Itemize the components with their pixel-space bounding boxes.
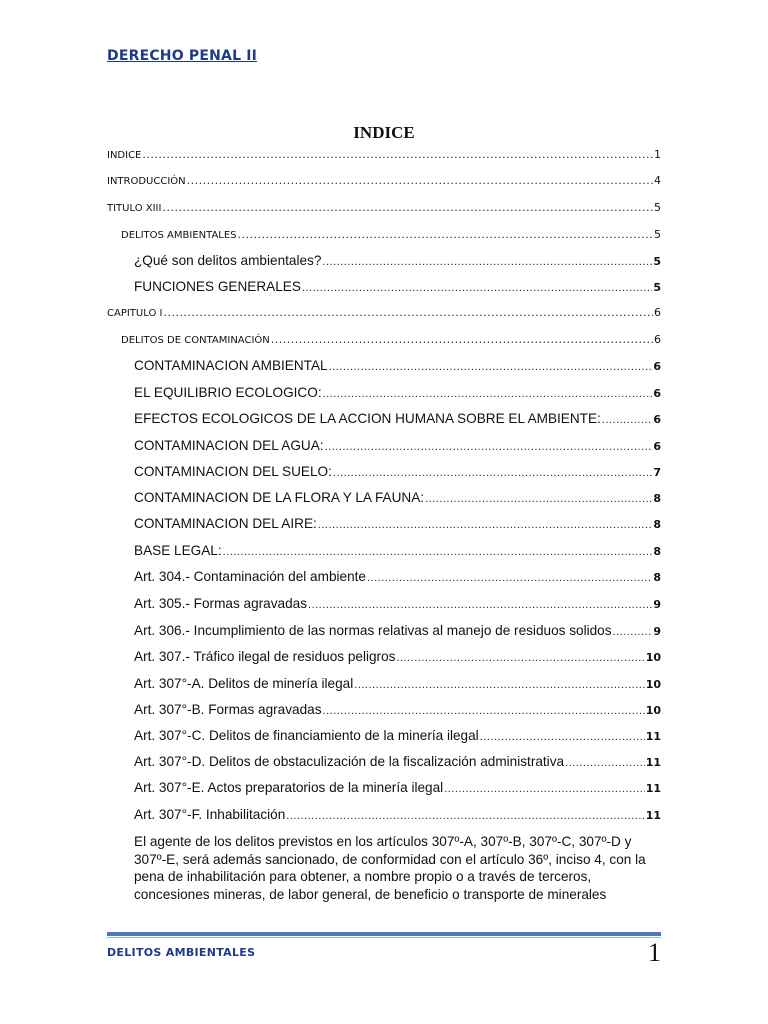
toc-leader-dots xyxy=(323,388,653,400)
toc-entry-contaminacion-aire[interactable] xyxy=(134,516,661,531)
toc-entry-art-307c[interactable] xyxy=(134,728,661,743)
toc-entry-page: 6 xyxy=(654,306,661,319)
toc-entry-page: 6 xyxy=(653,387,661,400)
toc-entry-page: 10 xyxy=(645,678,661,691)
toc-entry-label: Art. 305.- Formas agravadas xyxy=(134,596,308,611)
toc-leader-dots xyxy=(602,414,653,426)
toc-entry-efectos-ecologicos[interactable] xyxy=(134,411,661,426)
toc-entry-funciones-generales[interactable] xyxy=(134,279,661,294)
toc-entry-art-305[interactable] xyxy=(134,596,661,611)
toc-leader-dots xyxy=(187,174,653,187)
toc-entry-label: EL EQUILIBRIO ECOLOGICO: xyxy=(134,385,322,400)
toc-leader-dots xyxy=(302,282,652,294)
toc-entry-art-307d[interactable] xyxy=(134,754,661,769)
toc-entry-art-307[interactable] xyxy=(134,649,661,664)
toc-entry-page: 6 xyxy=(653,413,661,426)
toc-entry-que-son-delitos[interactable] xyxy=(134,253,661,268)
toc-entry-page: 11 xyxy=(645,730,661,743)
toc-entry-art-307a[interactable] xyxy=(134,676,661,691)
toc-leader-dots xyxy=(565,757,645,769)
toc-entry-label: DELITOS DE CONTAMINACIÓN xyxy=(121,335,270,346)
toc-entry-art-307b[interactable] xyxy=(134,702,661,717)
toc-entry-label: INDICE xyxy=(107,150,142,161)
toc-leader-dots xyxy=(325,441,653,453)
toc-leader-dots xyxy=(271,333,653,346)
toc-entry-page: 10 xyxy=(645,704,661,717)
toc-entry-label: CONTAMINACION DEL AIRE: xyxy=(134,516,317,531)
toc-entry-indice[interactable] xyxy=(107,148,661,161)
toc-entry-page: 6 xyxy=(653,360,661,373)
toc-entry-delitos-contaminacion[interactable] xyxy=(121,333,661,346)
toc-leader-dots xyxy=(308,599,652,611)
toc-leader-dots xyxy=(163,306,653,319)
toc-entry-label: CONTAMINACION DEL AGUA: xyxy=(134,438,324,453)
toc-entry-label: TITULO XIII xyxy=(107,203,162,214)
inhabilitacion-paragraph: El agente de los delitos previstos en los artículos 307º-A, 307º-B, 307º-C, 307º-D y 307º-E, será además sancionado, de conformidad con el artículo 36º, inciso 4, con la pena de inhabilitación para obtener, a nombre propio o a través de terceros, concesiones mineras, de labor general, de beneficio o transporte de minerales xyxy=(134,834,646,902)
toc-entry-page: 9 xyxy=(653,625,661,638)
toc-leader-dots xyxy=(238,228,653,241)
toc-entry-label: Art. 307°-F. Inhabilitación xyxy=(134,807,286,822)
toc-entry-page: 11 xyxy=(645,756,661,769)
toc-entry-label: Art. 307°-E. Actos preparatorios de la minería ilegal xyxy=(134,780,444,795)
toc-entry-art-307e[interactable] xyxy=(134,780,661,795)
toc-entry-label: Art. 306.- Incumplimiento de las normas relativas al manejo de residuos solidos xyxy=(134,623,612,638)
toc-entry-label: BASE LEGAL: xyxy=(134,543,222,558)
toc-entry-label: Art. 304.- Contaminación del ambiente xyxy=(134,569,366,584)
toc-entry-page: 5 xyxy=(654,201,661,214)
toc-entry-page: 4 xyxy=(654,174,661,187)
toc-entry-label: FUNCIONES GENERALES xyxy=(134,279,301,294)
toc-entry-page: 9 xyxy=(653,598,661,611)
toc-leader-dots xyxy=(142,148,653,161)
toc-entry-page: 8 xyxy=(653,571,661,584)
toc-leader-dots xyxy=(322,256,652,268)
footer-text: DELITOS AMBIENTALES xyxy=(107,946,256,959)
toc-entry-page: 5 xyxy=(653,281,661,294)
toc-entry-page: 8 xyxy=(653,492,661,505)
toc-entry-contaminacion-ambiental[interactable] xyxy=(134,358,661,373)
toc-entry-label: Art. 307°-D. Delitos de obstaculización de la fiscalización administrativa xyxy=(134,754,565,769)
toc-entry-page: 11 xyxy=(645,782,661,795)
toc-entry-page: 6 xyxy=(653,440,661,453)
toc-leader-dots xyxy=(323,705,645,717)
toc-entry-contaminacion-agua[interactable] xyxy=(134,438,661,453)
toc-entry-capitulo-i[interactable] xyxy=(107,306,661,319)
toc-entry-label: Art. 307°-C. Delitos de financiamiento de la minería ilegal xyxy=(134,728,479,743)
toc-leader-dots xyxy=(444,783,645,795)
toc-entry-label: CONTAMINACION DE LA FLORA Y LA FAUNA: xyxy=(134,490,425,505)
toc-entry-label: ¿Qué son delitos ambientales? xyxy=(134,253,322,268)
toc-entry-art-306[interactable] xyxy=(134,623,661,638)
toc-entry-page: 6 xyxy=(654,333,661,346)
toc-leader-dots xyxy=(396,652,644,664)
toc-leader-dots xyxy=(329,361,653,373)
toc-leader-dots xyxy=(354,679,644,691)
toc-entry-equilibrio-ecologico[interactable] xyxy=(134,385,661,400)
toc-leader-dots xyxy=(223,546,653,558)
toc-entry-contaminacion-suelo[interactable] xyxy=(134,464,661,479)
toc-entry-delitos-ambientales[interactable] xyxy=(121,228,661,241)
toc-entry-art-307f[interactable] xyxy=(134,807,661,822)
footer-page-number: 1 xyxy=(648,938,661,967)
document-header-title: DERECHO PENAL II xyxy=(107,48,258,64)
toc-leader-dots xyxy=(286,810,644,822)
toc-leader-dots xyxy=(318,519,653,531)
toc-entry-contaminacion-flora-fauna[interactable] xyxy=(134,490,661,505)
toc-entry-base-legal[interactable] xyxy=(134,543,661,558)
toc-entry-label: CONTAMINACION AMBIENTAL xyxy=(134,358,328,373)
toc-entry-introduccion[interactable] xyxy=(107,174,661,187)
toc-leader-dots xyxy=(162,201,653,214)
toc-entry-page: 5 xyxy=(654,228,661,241)
toc-entry-page: 7 xyxy=(653,466,661,479)
index-heading: INDICE xyxy=(353,123,415,142)
toc-entry-label: CONTAMINACION DEL SUELO: xyxy=(134,464,332,479)
toc-leader-dots xyxy=(367,572,652,584)
toc-entry-label: DELITOS AMBIENTALES xyxy=(121,230,237,241)
toc-entry-page: 11 xyxy=(645,809,661,822)
toc-leader-dots xyxy=(425,493,652,505)
toc-leader-dots xyxy=(333,467,652,479)
footer-rule xyxy=(107,932,661,936)
toc-entry-label: EFECTOS ECOLOGICOS DE LA ACCION HUMANA SOBRE EL AMBIENTE: xyxy=(134,411,601,426)
toc-entry-label: CAPITULO I xyxy=(107,308,163,319)
toc-leader-dots xyxy=(613,626,653,638)
toc-entry-page: 1 xyxy=(654,148,661,161)
toc-entry-page: 10 xyxy=(645,651,661,664)
toc-entry-page: 5 xyxy=(653,255,661,268)
toc-entry-label: Art. 307°-A. Delitos de minería ilegal xyxy=(134,676,354,691)
toc-leader-dots xyxy=(480,731,645,743)
toc-entry-label: INTRODUCCIÓN xyxy=(107,176,186,187)
toc-entry-label: Art. 307°-B. Formas agravadas xyxy=(134,702,322,717)
toc-entry-titulo-xiii[interactable] xyxy=(107,201,661,214)
footer-rule-thin xyxy=(107,937,661,938)
toc-entry-page: 8 xyxy=(653,545,661,558)
toc-entry-label: Art. 307.- Tráfico ilegal de residuos peligros xyxy=(134,649,396,664)
toc-entry-page: 8 xyxy=(653,518,661,531)
toc-entry-art-304[interactable] xyxy=(134,569,661,584)
